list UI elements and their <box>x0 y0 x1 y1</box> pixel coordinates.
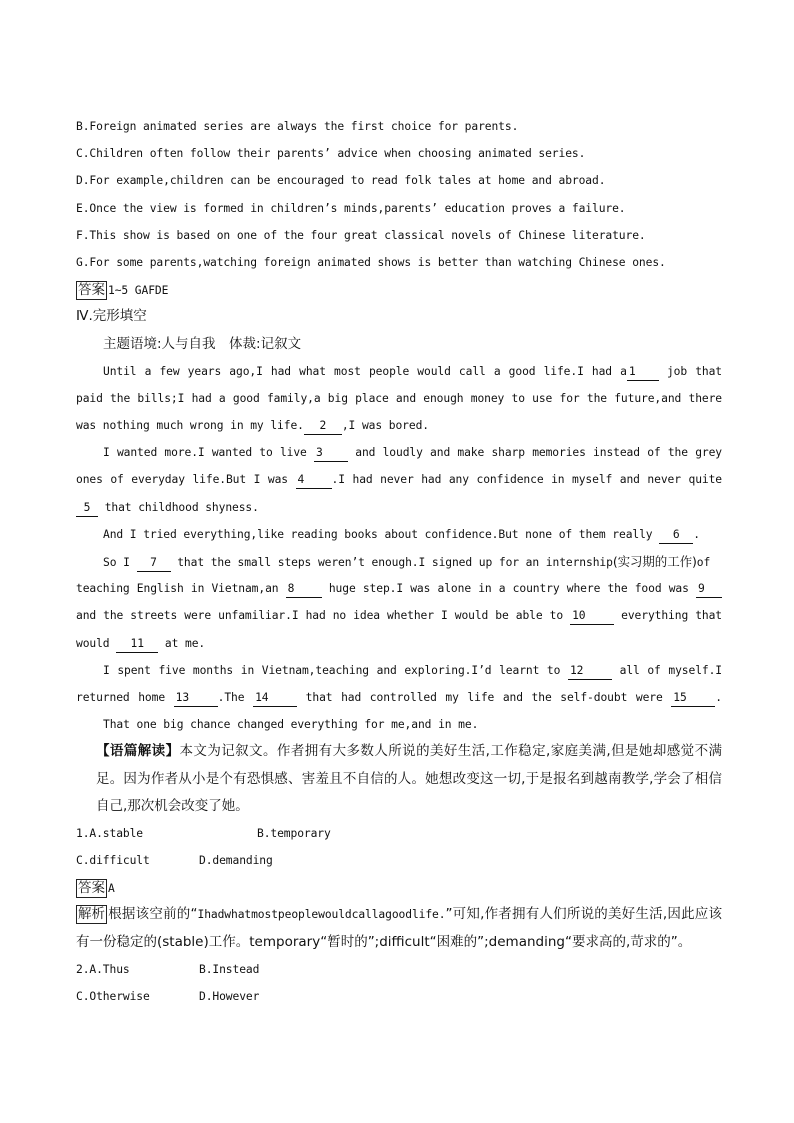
passage-line: I spent five months in Vietnam,teaching and exploring.I’d learnt to 12 all of myself.I <box>76 657 722 684</box>
blank-6: 6 <box>659 527 693 544</box>
q2-option-b: B.Instead <box>199 962 260 976</box>
option-c: C.Children often follow their parents’ advice when choosing animated series. <box>76 147 586 161</box>
q2-option-a: 2.A.Thus <box>76 962 130 976</box>
passage-line: and the streets were unfamiliar.I had no idea whether I would be able to 10 everything that <box>76 602 722 629</box>
blank-5: 5 <box>76 500 98 517</box>
q1-option-a: 1.A.stable <box>76 826 144 840</box>
question-1-options-row-2 <box>76 847 722 874</box>
blank-15: 15 <box>671 690 715 707</box>
document-page <box>76 113 722 1010</box>
q2-option-c: C.Otherwise <box>76 990 150 1004</box>
answer-label: 答案 <box>78 880 105 897</box>
blank-8: 8 <box>286 581 322 598</box>
passage-line: was nothing much wrong in my life. 2 ,I was bored. <box>76 412 722 439</box>
passage-line: ones of everyday life.But I was 4 .I had never had any confidence in myself and never quite <box>76 466 722 493</box>
passage-line: So I 7 that the small steps weren’t enough.I signed up for an internship(实习期的工作)of <box>76 548 722 575</box>
answer-text: 1~5 GAFDE <box>108 284 169 298</box>
q1-option-d: D.demanding <box>199 854 273 868</box>
analysis-label: 【语篇解读】 <box>96 743 180 760</box>
passage-line: returned home 13 .The 14 that had controlled my life and the self-doubt were 15 . <box>76 684 722 711</box>
q1-answer: A <box>108 882 115 896</box>
option-e: E.Once the view is formed in children’s minds,parents’ education proves a failure. <box>76 201 626 215</box>
blank-11: 11 <box>116 636 158 653</box>
blank-9: 9 <box>696 581 722 598</box>
blank-12: 12 <box>568 663 612 680</box>
passage-line: paid the bills;I had a good family,a big place and enough money to use for the future,and there <box>76 391 722 405</box>
q1-answer-row <box>76 874 722 901</box>
blank-10: 10 <box>570 608 614 625</box>
passage-line: That one big chance changed everything for me,and in me. <box>103 718 479 732</box>
passage-analysis <box>76 738 722 820</box>
blank-1: 1 <box>627 364 659 381</box>
q1-explanation: 解析 根据该空前的“Ihadwhatmostpeoplewouldcallagoodlife.”可知,作者拥有人们所说的美好生活,因此应该有一份稳定的(stable)工作。temporary“暂时的”;difficult“困难的”;demanding“要求高的,苛求的”。 <box>76 905 723 950</box>
passage-line: I wanted more.I wanted to live 3 and loudly and make sharp memories instead of the grey <box>76 439 722 466</box>
question-2-options-row-2 <box>76 983 722 1010</box>
blank-3: 3 <box>314 445 348 462</box>
blank-7: 7 <box>137 555 171 572</box>
explanation-label: 解析 <box>78 905 105 922</box>
answer-label: 答案 <box>78 281 105 298</box>
option-b: B.Foreign animated series are always the first choice for parents. <box>76 120 519 133</box>
option-f: F.This show is based on one of the four great classical novels of Chinese literature. <box>76 228 646 242</box>
passage-line: And I tried everything,like reading books about confidence.But none of them really 6 . <box>76 521 722 548</box>
passage-line: 5 that childhood shyness. <box>76 494 722 521</box>
analysis-text: 本文为记叙文。作者拥有大多数人所说的美好生活,工作稳定,家庭美满,但是她却感觉不满足。因为作者从小是个有恐惧感、害羞且不自信的人。她想改变这一切,于是报名到越南教学,学会了相信自己,那次机会改变了她。 <box>96 743 723 814</box>
theme-line: 主题语境:人与自我 体裁:记叙文 <box>103 335 302 352</box>
passage-line: would 11 at me. <box>76 630 722 657</box>
option-g: G.For some parents,watching foreign animated shows is better than watching Chinese ones. <box>76 255 666 269</box>
blank-14: 14 <box>253 690 297 707</box>
passage-line: teaching English in Vietnam,an 8 huge step.I was alone in a country where the food was 9 <box>76 575 722 602</box>
blank-13: 13 <box>174 690 218 707</box>
q1-option-c: C.difficult <box>76 854 150 868</box>
section-title: Ⅳ.完形填空 <box>76 308 147 325</box>
passage-line: Until a few years ago,I had what most people would call a good life.I had a 1 job that <box>76 358 722 385</box>
answer-row-1 <box>76 276 722 303</box>
q2-option-d: D.However <box>199 990 260 1004</box>
question-2-options-row-1 <box>76 956 722 983</box>
q1-option-b: B.temporary <box>257 826 331 840</box>
question-1-options-row-1 <box>76 820 722 847</box>
option-d: D.For example,children can be encouraged to read folk tales at home and abroad. <box>76 174 606 188</box>
blank-2: 2 <box>304 418 342 435</box>
blank-4: 4 <box>296 472 332 489</box>
